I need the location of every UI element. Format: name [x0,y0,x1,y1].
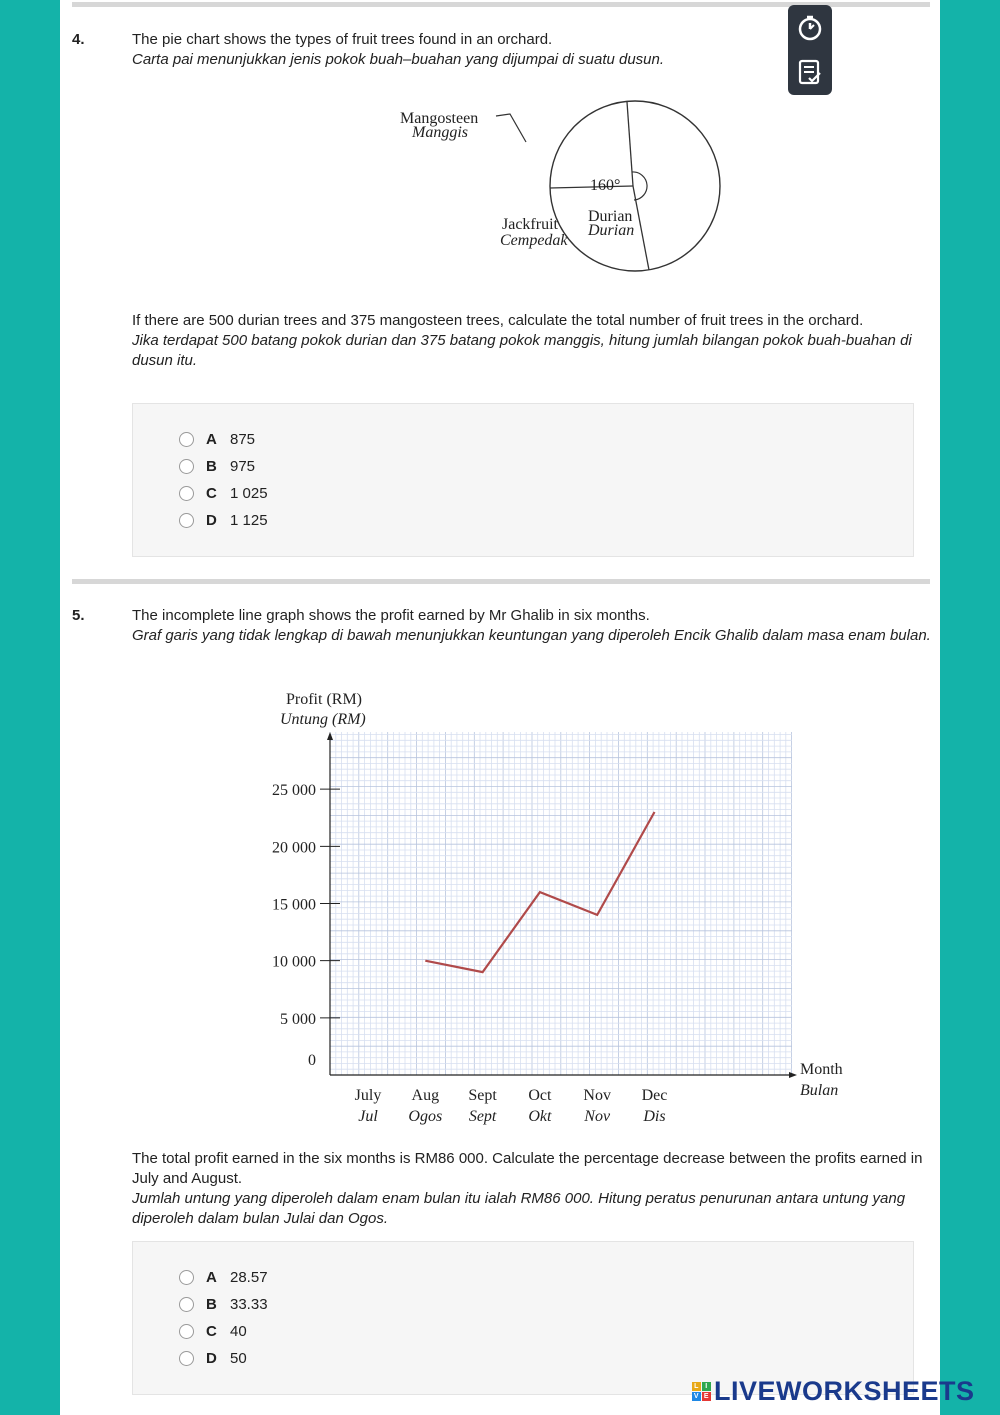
x-tick-label-ms: Sept [468,1108,497,1125]
y-tick-label: 10 000 [272,953,316,971]
question-4-option-b[interactable] [179,455,255,477]
question-4-option-d[interactable] [179,509,268,531]
x-tick-label-ms: Ogos [408,1108,443,1125]
question-4-number: 4. [72,31,85,48]
pie-label-durian-en: Durian [588,208,633,225]
question-5-prompt-en: The total profit earned in the six months is RM86 000. Calculate the percentage decrease between the profits earned in July and August. [132,1150,923,1187]
question-5-prompt [132,1149,932,1229]
graph-x-labels [355,1087,668,1125]
liveworksheets-logo-icon [692,1382,711,1401]
option-value: 975 [230,457,256,475]
radio-button[interactable] [179,486,194,501]
x-tick-label: Oct [528,1087,552,1104]
pie-label-mangosteen-en: Mangosteen [400,110,479,127]
question-5-text-ms: Graf garis yang tidak lengkap di bawah menunjukkan keuntungan yang diperoleh Encik Ghalib dalam masa enam bulan. [132,627,931,644]
liveworksheets-wordmark: LIVEWORKSHEETS [714,1375,975,1406]
option-letter: B [206,457,217,475]
pie-radius-jackfruit-durian [633,186,649,270]
pie-label-jackfruit-en: Jackfruit [502,216,558,233]
liveworksheets-branding [692,1376,975,1406]
x-tick-label: Aug [411,1087,440,1104]
question-5-number: 5. [72,607,85,624]
side-toolbar [788,5,832,95]
y-tick-label: 0 [308,1052,316,1069]
pie-label-angle: 160° [590,177,621,194]
question-4-prompt [132,311,932,371]
option-letter: C [206,1322,217,1340]
question-5-option-a[interactable] [179,1266,268,1288]
radio-button[interactable] [179,459,194,474]
x-tick-label-ms: Dis [643,1108,666,1125]
option-letter: A [206,1268,217,1286]
radio-button[interactable] [179,1297,194,1312]
option-letter: A [206,430,217,448]
graph-grid [330,732,792,1075]
graph-y-arrow [327,732,333,740]
pie-chart [390,92,670,282]
logo-tile: L [692,1382,701,1391]
question-5-option-b[interactable] [179,1293,268,1315]
pie-chart-body [550,101,720,271]
option-value: 1 125 [230,511,268,529]
timer-icon[interactable] [795,13,825,43]
graph-xlabel-ms: Bulan [800,1082,839,1099]
x-tick-label-ms: Nov [584,1108,611,1125]
option-value: 40 [230,1322,247,1340]
worksheet-page [60,0,940,1415]
x-tick-label: Dec [641,1087,668,1104]
question-4-text-ms: Carta pai menunjukkan jenis pokok buah–buahan yang dijumpai di suatu dusun. [132,51,665,68]
y-tick-label: 20 000 [272,839,316,857]
x-tick-label-ms: Jul [358,1108,378,1125]
question-5-option-d[interactable] [179,1347,247,1369]
question-4-prompt-ms: Jika terdapat 500 batang pokok durian dan 375 batang pokok manggis, hitung jumlah bilangan pokok buah-buahan di dusun itu. [132,332,912,369]
option-letter: D [206,511,217,529]
radio-button[interactable] [179,1351,194,1366]
y-tick-label: 5 000 [280,1010,316,1028]
option-letter: D [206,1349,217,1367]
x-tick-label-ms: Okt [528,1108,552,1125]
pie-radius-mangosteen-durian [627,102,633,186]
question-4-prompt-en: If there are 500 durian trees and 375 mangosteen trees, calculate the total number of fruit trees in the orchard. [132,312,864,329]
question-4-option-a[interactable] [179,428,255,450]
option-letter: B [206,1295,217,1313]
question-4-text-en: The pie chart shows the types of fruit trees found in an orchard. [132,31,553,48]
question-4-option-c[interactable] [179,482,268,504]
question-5-answer-box [132,1241,914,1395]
option-value: 28.57 [230,1268,268,1286]
pie-label-mangosteen-ms: Manggis [412,124,468,141]
y-tick-label: 25 000 [272,782,316,800]
graph-ylabel-en: Profit (RM) [286,691,362,708]
pie-outline [550,101,720,271]
option-value: 1 025 [230,484,268,502]
x-tick-label: July [354,1087,382,1104]
radio-button[interactable] [179,1270,194,1285]
question-5-prompt-ms: Jumlah untung yang diperoleh dalam enam bulan itu ialah RM86 000. Hitung peratus penurunan antara untung yang diperoleh dalam bulan Julai dan Ogos. [132,1190,906,1227]
x-tick-label: Nov [583,1087,611,1104]
graph-x-arrow [789,1072,797,1078]
logo-tile: V [693,1392,700,1400]
pie-label-jackfruit-ms: Cempedak [500,232,568,249]
radio-button[interactable] [179,513,194,528]
logo-tile: E [703,1392,710,1400]
logo-tile: I [702,1382,711,1391]
option-value: 33.33 [230,1295,268,1313]
graph-xlabel-en: Month [800,1061,843,1078]
option-letter: C [206,484,217,502]
question-5-option-c[interactable] [179,1320,247,1342]
option-value: 875 [230,430,256,448]
radio-button[interactable] [179,432,194,447]
graph-ylabel-ms: Untung (RM) [280,711,366,728]
line-graph [250,682,843,1132]
pie-leader-line [496,114,526,142]
checklist-icon[interactable] [795,57,825,87]
option-value: 50 [230,1349,247,1367]
pie-label-durian-ms: Durian [588,222,635,239]
radio-button[interactable] [179,1324,194,1339]
divider-middle [72,579,930,584]
y-tick-label: 15 000 [272,896,316,914]
question-5-text-en: The incomplete line graph shows the profit earned by Mr Ghalib in six months. [132,607,650,624]
question-5-intro [132,606,932,646]
question-4-answer-box [132,403,914,557]
x-tick-label: Sept [468,1087,497,1104]
